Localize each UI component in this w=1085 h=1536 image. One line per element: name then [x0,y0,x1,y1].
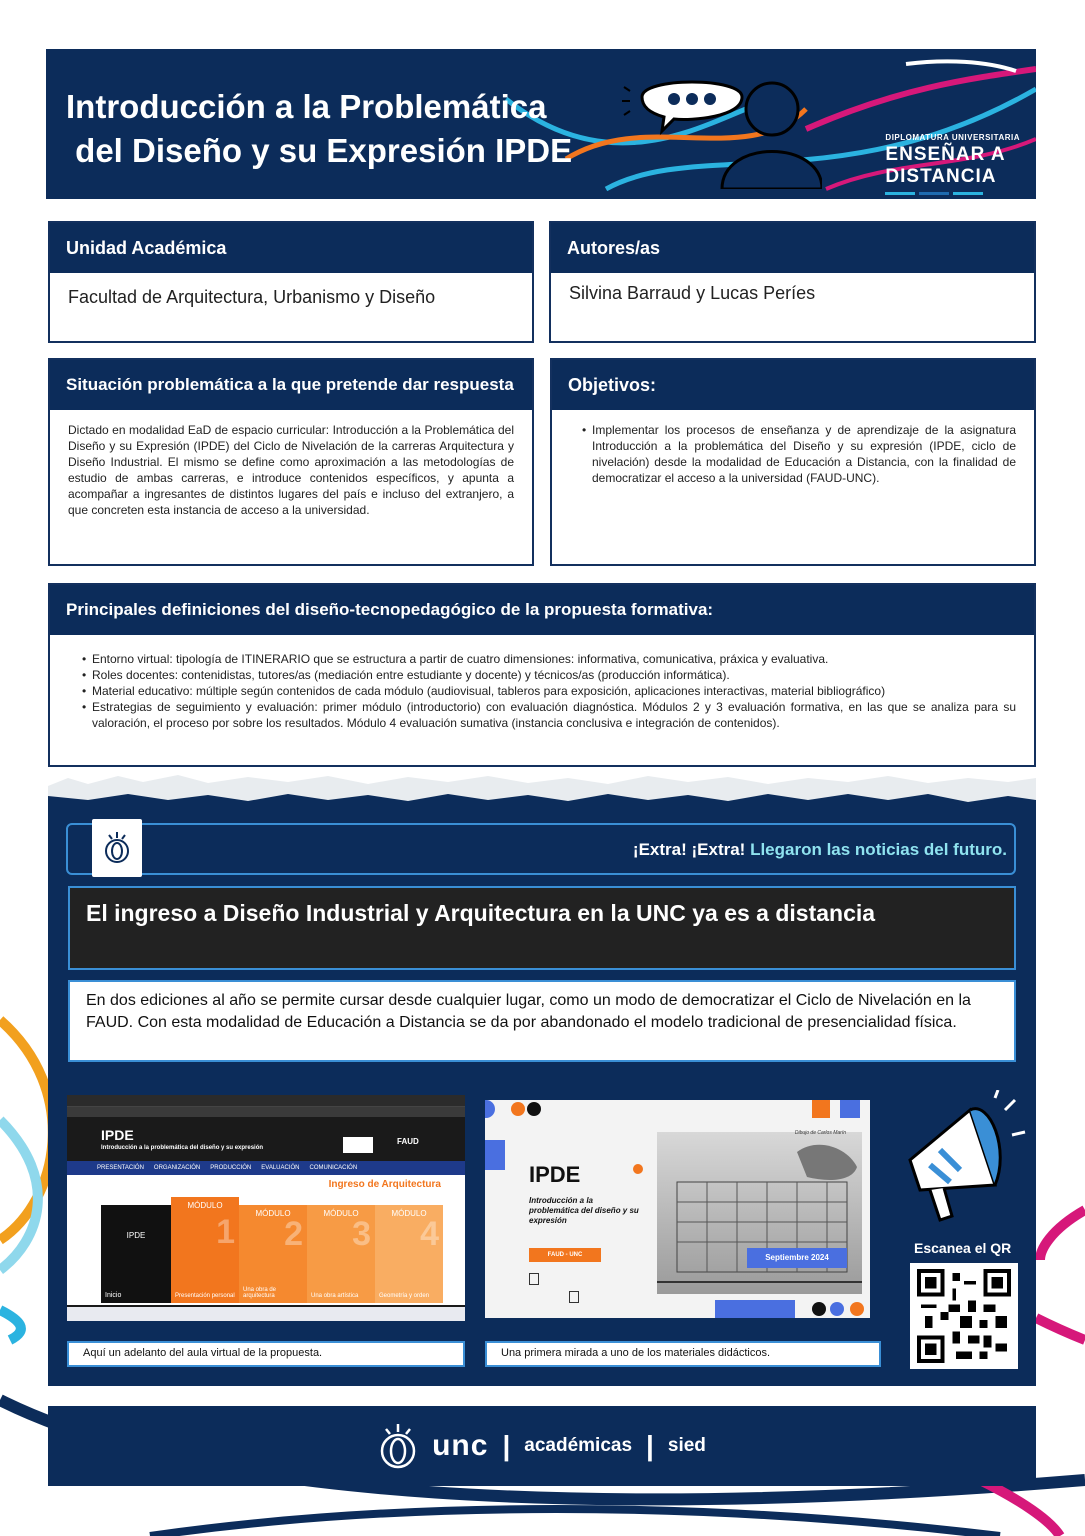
definicion-item: • Roles docentes: contenidistas, tutores/as (mediación entre estudiante y docente) y técnicos/as (producción informática). [82,667,1016,683]
aula-content [67,1175,465,1305]
nav-presentacion[interactable]: PRESENTACIÓN [97,1165,144,1171]
extra-text: ¡Extra! ¡Extra! Llegaron las noticias del futuro. [632,840,1007,859]
caption-aula: Aquí un adelanto del aula virtual de la propuesta. [67,1341,465,1367]
taskbar [67,1307,465,1321]
news-lede: En dos ediciones al año se permite cursar desde cualquier lugar, como un modo de democratizar el Ciclo de Nivelación en la FAUD. Con esta modalidad de Educación a Distancia se da por abandonado el modelo tradicional de presencialidad física. [68,980,1016,1062]
megaphone-icon [900,1090,1030,1230]
building-sketch [657,1132,862,1294]
ipde-side-tile[interactable]: IPDE Inicio [101,1205,171,1303]
cover-credit: Dibujo de Carlos Marín [794,1130,846,1136]
nav-produccion[interactable]: PRODUCCIÓN [210,1165,252,1171]
modulo-tile-3[interactable]: MÓDULO 3 Una obra artística [307,1205,375,1303]
footer-unc: unc [432,1429,489,1462]
definicion-item: • Estrategias de seguimiento y evaluación: primer módulo (introductorio) con evaluación diagnóstica. Módulos 2 y 3 evaluación formativa, en las que se analiza para su valoración, el proceso por sobre los resultados. Módulo 4 evaluación sumativa (instancia conclusiva e integración de contenidos). [82,699,1016,731]
cover-dot [633,1164,643,1174]
definiciones-list [82,651,1016,731]
modulo-tile-1[interactable]: MÓDULO 1 Presentación personal [171,1197,239,1303]
cover-top-shapes [485,1100,870,1118]
definiciones-card [48,583,1036,767]
qr-label: Escanea el QR [914,1240,1012,1256]
unc-seal-icon [378,1419,418,1473]
poster-footer [48,1406,1036,1486]
objetivo-item: • Implementar los procesos de enseñanza y de aprendizaje de la asignatura Introducción a la problemática del Diseño y su expresión (IPDE, ciclo de nivelación) desde la modalidad de Educación a Distancia, con la finalidad de democratizar el acceso a la universidad (FAUD-UNC). [582,422,1016,486]
nav-comunicacion[interactable]: COMUNICACIÓN [309,1165,358,1171]
diplomatura-brand: DIPLOMATURA UNIVERSITARIA ENSEÑAR A DISTANCIA [885,133,1020,195]
autores-body: Silvina Barraud y Lucas Períes [569,283,816,303]
aula-nav [67,1161,465,1175]
material-screenshot [485,1100,870,1318]
poster-header [46,49,1036,199]
faud-mini-logo: FAUD [397,1137,419,1146]
footer-academicas: académicas [524,1435,633,1456]
modulo-tile-4[interactable]: MÓDULO 4 Geometría y orden [375,1205,443,1303]
nav-evaluacion[interactable]: EVALUACIÓN [261,1165,300,1171]
cover-tag: FAUD - UNC [529,1248,601,1262]
unidad-academica-card [48,221,534,343]
ingreso-heading: Ingreso de Arquitectura [328,1179,441,1190]
situacion-title: Situación problemática a la que pretende dar respuesta [50,360,532,410]
unidad-academica-body: Facultad de Arquitectura, Urbanismo y Diseño [68,287,436,307]
modulo-tile-2[interactable]: MÓDULO 2 Una obra de arquitectura [239,1205,307,1303]
footer-separator: | [502,1430,511,1461]
objetivos-card [550,358,1036,566]
autores-title: Autores/as [551,223,1034,273]
situacion-body: Dictado en modalidad EaD de espacio curricular: Introducción a la Problemática del Diseño y su Expresión (IPDE) del Ciclo de Nivelación de la carreras Arquitectura y Diseño Industrial. El mismo se define como aproximación a las metodologías de estudio de ambas carreras, e introduce contenidos específicos, y apunta a acompañar a ingresantes de distintos lugares del país e incluso del extranjero, a que concreten esta instancia de acceso a la universidad. [68,423,514,517]
autores-card [549,221,1036,343]
unidad-academica-title: Unidad Académica [50,223,532,273]
footer-separator: | [646,1430,654,1461]
unc-seal-logo [92,819,142,877]
aula-title: IPDE [101,1127,134,1143]
browser-address-bar [67,1107,465,1117]
caption-material: Una primera mirada a uno de los materiales didácticos. [485,1341,881,1367]
unc-mini-logo [343,1137,373,1153]
speaker-person-icon [622,69,822,189]
situacion-card [48,358,534,566]
cover-left-shape [485,1140,505,1170]
footer-sied: sied [667,1435,706,1456]
definicion-item: • Material educativo: múltiple según contenidos de cada módulo (audiovisual, tableros para exposición, aplicaciones interactivas, material bibliográfico) [82,683,1016,699]
torn-paper-edge [48,770,1036,810]
cover-bottom-shapes [485,1300,870,1318]
aula-subtitle: Introducción a la problemática del diseño y su expresión [101,1145,264,1151]
cover-date: Septiembre 2024 [747,1248,847,1268]
poster-title: Introducción a la Problemática del Diseño y su Expresión IPDE [66,88,573,169]
qr-code[interactable] [910,1263,1018,1369]
cover-subtitle: Introducción a la problemática del diseño y su expresión [529,1196,639,1225]
aula-virtual-screenshot [67,1095,465,1321]
nav-organizacion[interactable]: ORGANIZACIÓN [153,1165,201,1171]
objetivos-list [582,422,1016,486]
cover-title: IPDE [529,1162,581,1187]
definicion-item: • Entorno virtual: tipología de ITINERARIO que se estructura a partir de cuatro dimensiones: informativa, comunicativa, práxica y evaluativa. [82,651,1016,667]
browser-tabs-bar [67,1095,465,1107]
news-headline: El ingreso a Diseño Industrial y Arquitectura en la UNC ya es a distancia [68,886,1016,970]
definiciones-title: Principales definiciones del diseño-tecnopedagógico de la propuesta formativa: [50,585,1034,635]
objetivos-title: Objetivos: [552,360,1034,410]
cover-logos [529,1272,589,1286]
